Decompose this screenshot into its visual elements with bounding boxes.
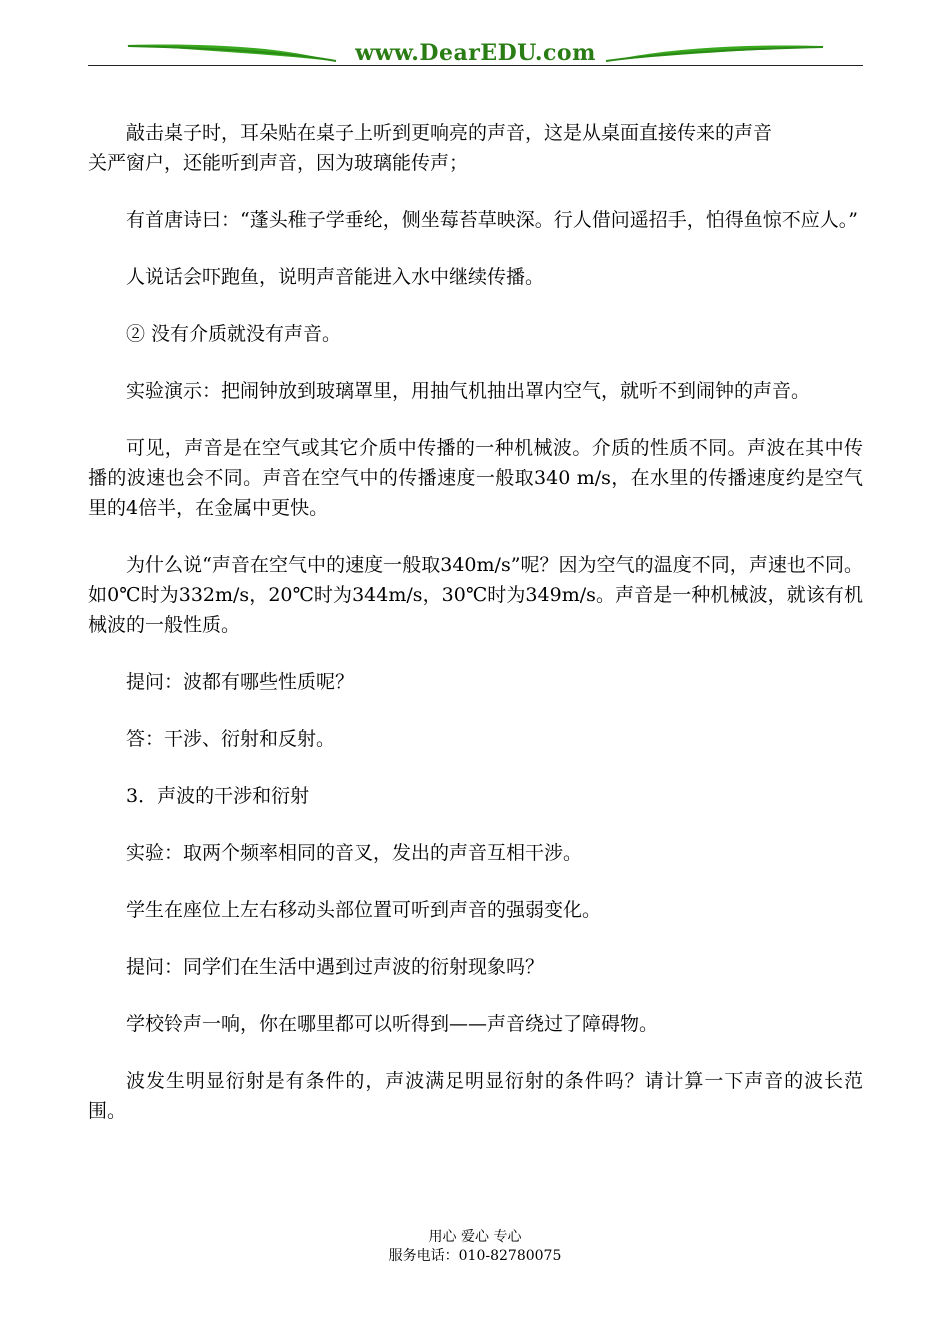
section-heading: 3．声波的干涉和衍射 (126, 785, 310, 807)
paragraph: 提问：波都有哪些性质呢？ (126, 671, 355, 693)
paragraph: 可见，声音是在空气或其它介质中传播的一种机械波。介质的性质不同。声波在其中传播的波速也会不同。声音在空气中的传播速度一般取340 m/s，在水里的传播速度约是空气里的4倍半，在金属中更快。 (88, 437, 863, 519)
page-footer (0, 1228, 950, 1266)
paragraph: 敲击桌子时，耳朵贴在桌子上听到更响亮的声音，这是从桌面直接传来的声音 (126, 122, 773, 144)
site-logo-text: www.DearEDU.com (355, 40, 596, 66)
paragraph: 关严窗户，还能听到声音，因为玻璃能传声； (88, 152, 469, 174)
paragraph: 为什么说“声音在空气中的速度一般取340m/s”呢？因为空气的温度不同，声速也不同。如0℃时为332m/s，20℃时为344m/s，30℃时为349m/s。声音是一种机械波，就该有机械波的一般性质。 (88, 554, 863, 636)
paragraph: 学校铃声一响，你在哪里都可以听得到——声音绕过了障碍物。 (126, 1013, 659, 1035)
paragraph: ② 没有介质就没有声音。 (126, 323, 342, 345)
paragraph: 人说话会吓跑鱼，说明声音能进入水中继续传播。 (126, 266, 545, 288)
paragraph: 实验：取两个频率相同的音叉，发出的声音互相干涉。 (126, 842, 583, 864)
paragraph: 波发生明显衍射是有条件的，声波满足明显衍射的条件吗？请计算一下声音的波长范围。 (88, 1070, 863, 1122)
paragraph: 有首唐诗曰：“蓬头稚子学垂纶，侧坐莓苔草映深。行人借问遥招手，怕得鱼惊不应人。” (126, 209, 858, 231)
document-body (88, 118, 863, 1153)
paragraph: 实验演示：把闹钟放到玻璃罩里，用抽气机抽出罩内空气，就听不到闹钟的声音。 (126, 380, 811, 402)
footer-phone: 服务电话：010-82780075 (388, 1248, 562, 1264)
paragraph: 提问：同学们在生活中遇到过声波的衍射现象吗？ (126, 956, 545, 978)
footer-slogan: 用心 爱心 专心 (428, 1229, 522, 1245)
header-rule (88, 65, 863, 66)
page-header (88, 34, 863, 68)
paragraph: 学生在座位上左右移动头部位置可听到声音的强弱变化。 (126, 899, 602, 921)
paragraph: 答：干涉、衍射和反射。 (126, 728, 336, 750)
